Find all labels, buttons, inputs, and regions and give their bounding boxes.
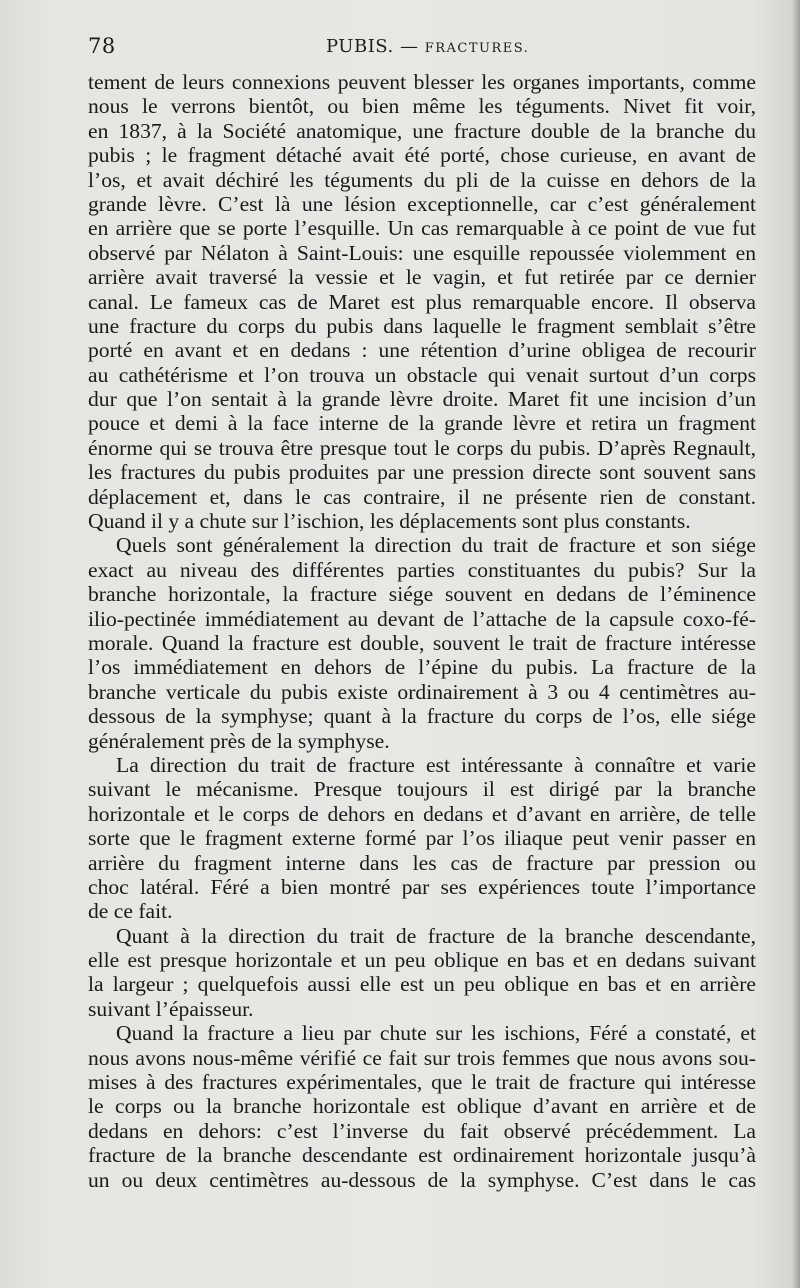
text-line: tement de leurs connexions peuvent blesser les organes importants, comme (88, 70, 756, 94)
text-line: horizontale et le corps de dehors en dedans et d’avant en arrière, de telle (88, 801, 756, 826)
text-line: la largeur ; quelquefois aussi elle est un peu oblique en bas et en arrière (88, 972, 756, 997)
text-line: dedans en dehors: c’est l’inverse du fait observé précédemment. La (88, 1118, 756, 1143)
text-line: pouce et demi à la face interne de la grande lèvre et retira un fragment (88, 411, 756, 436)
running-subtitle: FRACTURES. (424, 41, 530, 56)
text-line: Quand il y a chute sur l’ischion, les déplacements sont plus constants. (88, 509, 691, 534)
text-line: observé par Nélaton à Saint-Louis: une esquille repoussée violemment en (88, 240, 756, 265)
text-line: au cathétérisme et l’on trouva un obstacle qui venait surtout d’un corps (88, 362, 756, 387)
text-line: le corps ou la branche horizontale est oblique d’avant en arrière et de (88, 1094, 756, 1119)
page-number: 78 (88, 34, 116, 58)
text-line: mises à des fractures expérimentales, que le trait de fracture qui intéresse (88, 1070, 756, 1095)
text-line: nous avons nous-même vérifié ce fait sur trois femmes que nous avons sou- (88, 1045, 756, 1070)
text-line: porté en avant et en dedans : une rétention d’urine obligea de recourir (88, 338, 756, 363)
text-line: en arrière que se porte l’esquille. Un cas remarquable à ce point de vue fut (88, 216, 756, 241)
text-line: branche horizontale, la fracture siége souvent en dedans de l’éminence (88, 582, 756, 607)
text-line: choc latéral. Féré a bien montré par ses expériences toute l’importance (88, 874, 756, 899)
text-line: La direction du trait de fracture est intéressante à connaître et varie (116, 752, 756, 777)
text-line: Quand la fracture a lieu par chute sur les ischions, Féré a constaté, et (116, 1021, 756, 1046)
text-line: dessous de la symphyse; quant à la fracture du corps de l’os, elle siége (88, 704, 756, 729)
text-line: canal. Le fameux cas de Maret est plus remarquable encore. Il observa (88, 289, 756, 314)
running-title: PUBIS. (326, 36, 394, 57)
text-line: elle est presque horizontale et un peu oblique en bas et en dedans suivant (88, 948, 756, 973)
text-line: en 1837, à la Société anatomique, une fracture double de la branche du (88, 118, 756, 143)
text-line: suivant le mécanisme. Presque toujours il est dirigé par la branche (88, 777, 756, 802)
text-line: de ce fait. (88, 899, 173, 924)
text-line: branche verticale du pubis existe ordinairement à 3 ou 4 centimètres au- (88, 679, 756, 704)
text-line: ilio-pectinée immédiatement au devant de l’attache de la capsule coxo-fé- (88, 606, 756, 631)
text-line: les fractures du pubis produites par une pression directe sont souvent sans (88, 460, 756, 485)
text-line: arrière avait traversé la vessie et le vagin, et fut retirée par ce dernier (88, 265, 756, 290)
page-header (88, 30, 756, 64)
text-line: une fracture du corps du pubis dans laquelle le fragment semblait s’être (88, 313, 756, 338)
text-line: morale. Quand la fracture est double, souvent le trait de fracture intéresse (88, 630, 756, 655)
page-edge-shadow (792, 0, 800, 1288)
text-line: Quels sont généralement la direction du trait de fracture et son siége (116, 533, 756, 558)
text-line: pubis ; le fragment détaché avait été porté, chose curieuse, en avant de (88, 143, 756, 168)
text-line: fracture de la branche descendante est ordinairement horizontale jusqu’à (88, 1143, 756, 1168)
text-line: exact au niveau des différentes parties constituantes du pubis? Sur la (88, 557, 756, 582)
text-line: déplacement et, dans le cas contraire, il ne présente rien de constant. (88, 484, 756, 509)
text-line: généralement près de la symphyse. (88, 728, 390, 753)
text-line: grande lèvre. C’est là une lésion exceptionnelle, car c’est généralement (88, 191, 756, 216)
text-line: un ou deux centimètres au-dessous de la symphyse. C’est dans le cas (88, 1167, 756, 1192)
text-line: énorme qui se trouva être presque tout le corps du pubis. D’après Regnault, (88, 435, 756, 460)
text-line: l’os immédiatement en dehors de l’épine du pubis. La fracture de la (88, 655, 756, 680)
text-line: l’os, et avait déchiré les téguments du pli de la cuisse en dehors de la (88, 167, 756, 192)
running-head (326, 36, 529, 57)
text-line: arrière du fragment interne dans les cas de fracture par pression ou (88, 850, 756, 875)
body-text (88, 70, 756, 1192)
text-line: sorte que le fragment externe formé par l’os iliaque peut venir passer en (88, 826, 756, 851)
text-line: suivant l’épaisseur. (88, 996, 254, 1021)
running-head-separator: — (399, 36, 419, 57)
text-line: nous le verrons bientôt, ou bien même les téguments. Nivet fit voir, (88, 94, 756, 119)
text-line: dur que l’on sentait à la grande lèvre droite. Maret fit une incision d’un (88, 387, 756, 412)
text-line: Quant à la direction du trait de fracture de la branche descendante, (116, 923, 756, 948)
